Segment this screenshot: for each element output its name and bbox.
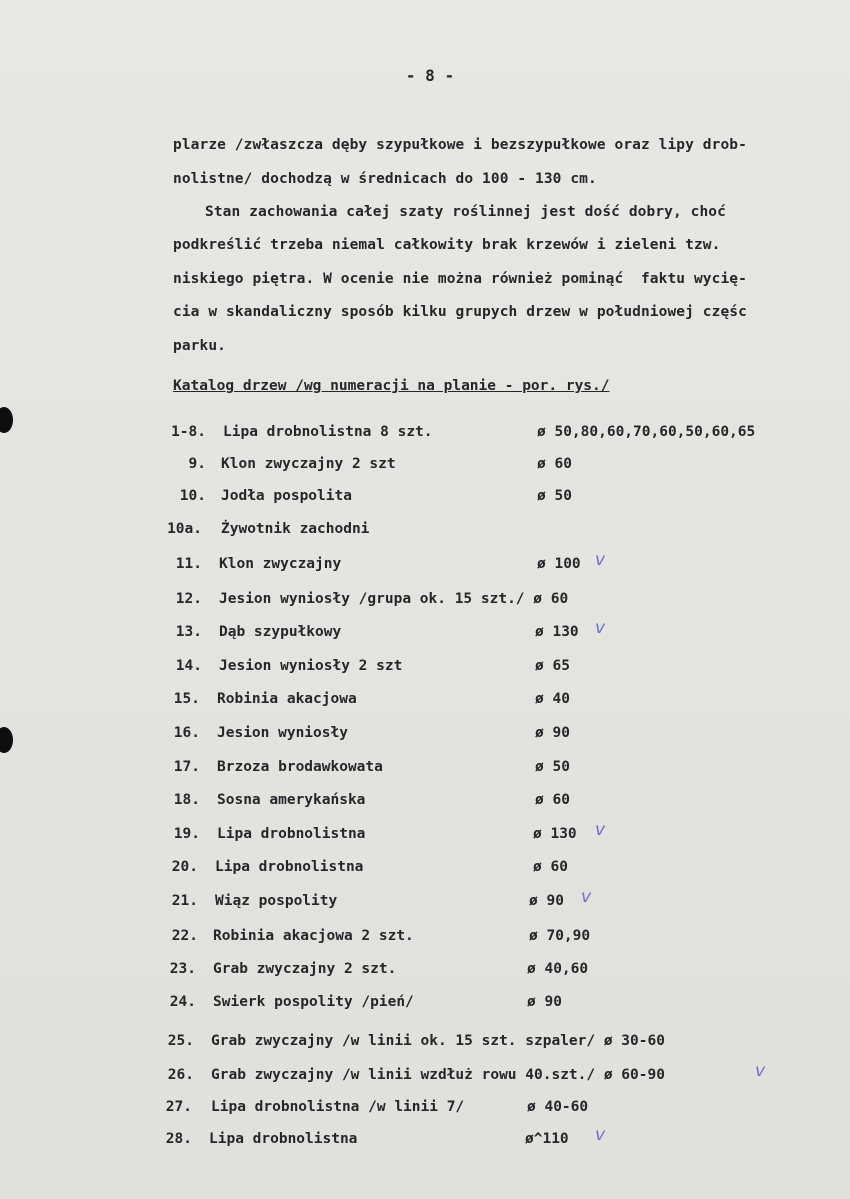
paragraph-line: niskiego piętra. W ocenie nie można również pominąć faktu wycię- (173, 271, 747, 287)
catalog-tree-name: Lipa drobnolistna (215, 859, 364, 875)
catalog-diameter: ø 50 (535, 759, 570, 775)
catalog-row (0, 961, 850, 985)
catalog-row (0, 591, 850, 615)
catalog-diameter: ø 40-60 (527, 1099, 589, 1115)
catalog-number: 1-8. (171, 424, 206, 440)
catalog-diameter: ø 90 (527, 994, 562, 1010)
catalog-tree-name: Lipa drobnolistna /w linii 7/ (211, 1099, 465, 1115)
catalog-diameter: ø 130 (533, 826, 577, 842)
catalog-row (0, 521, 850, 545)
catalog-tree-name: Brzoza brodawkowata (217, 759, 383, 775)
catalog-diameter: ø 100 (537, 556, 581, 572)
catalog-row (0, 691, 850, 715)
catalog-number: 11. (175, 556, 202, 572)
catalog-number: 19. (173, 826, 200, 842)
catalog-number: 13. (175, 624, 202, 640)
catalog-tree-name: Lipa drobnolistna (217, 826, 366, 842)
catalog-tree-name: Żywotnik zachodni (221, 521, 370, 537)
paragraph-line: parku. (173, 338, 226, 354)
catalog-row (0, 928, 850, 952)
catalog-row (0, 488, 850, 512)
catalog-number: 25. (167, 1033, 194, 1049)
catalog-row (0, 820, 850, 850)
paragraph-line: nolistne/ dochodzą w średnicach do 100 - 130 cm. (173, 171, 597, 187)
catalog-tree-name: Grab zwyczajny 2 szt. (213, 961, 397, 977)
catalog-diameter: ø 65 (535, 658, 570, 674)
handwritten-check-mark: v (755, 1061, 766, 1081)
handwritten-check-mark: v (595, 1125, 606, 1145)
catalog-row (0, 618, 850, 648)
catalog-diameter: ø 90 (529, 893, 564, 909)
catalog-number: 20. (171, 859, 198, 875)
paragraph-line: cia w skandaliczny sposób kilku grupych drzew w południowej częśc (173, 304, 747, 320)
handwritten-check-mark: v (595, 550, 606, 570)
catalog-row (0, 424, 850, 448)
catalog-number: 21. (171, 893, 198, 909)
catalog-number: 18. (173, 792, 200, 808)
catalog-tree-name: Lipa drobnolistna 8 szt. (223, 424, 433, 440)
catalog-diameter: ø 70,90 (529, 928, 591, 944)
catalog-row (0, 859, 850, 883)
page-number: - 8 - (405, 66, 455, 85)
catalog-row (0, 456, 850, 480)
catalog-number: 24. (169, 994, 196, 1010)
catalog-tree-name: Jodła pospolita (221, 488, 352, 504)
catalog-row (0, 1033, 850, 1057)
catalog-number: 14. (175, 658, 202, 674)
catalog-tree-name: Grab zwyczajny /w linii ok. 15 szt. szpaler/ ø 30-60 (211, 1033, 665, 1049)
catalog-tree-name: Robinia akacjowa 2 szt. (213, 928, 414, 944)
catalog-row (0, 1099, 850, 1123)
catalog-row (0, 550, 850, 580)
catalog-row (0, 1125, 850, 1155)
catalog-diameter: ø 90 (535, 725, 570, 741)
catalog-tree-name: Jesion wyniosły 2 szt (219, 658, 403, 674)
catalog-row (0, 792, 850, 816)
catalog-tree-name: Grab zwyczajny /w linii wzdłuż rowu 40.szt./ ø 60-90 (211, 1067, 665, 1083)
catalog-number: 16. (173, 725, 200, 741)
catalog-number: 9. (188, 456, 206, 472)
catalog-tree-name: Sosna amerykańska (217, 792, 366, 808)
catalog-row (0, 759, 850, 783)
catalog-diameter: ø 60 (537, 456, 572, 472)
catalog-tree-name: Wiąz pospolity (215, 893, 338, 909)
catalog-tree-name: Lipa drobnolistna (209, 1131, 358, 1147)
catalog-tree-name: Klon zwyczajny 2 szt (221, 456, 396, 472)
catalog-number: 22. (171, 928, 198, 944)
catalog-diameter: ø 130 (535, 624, 579, 640)
catalog-row (0, 725, 850, 749)
catalog-number: 10. (179, 488, 206, 504)
catalog-number: 26. (167, 1067, 194, 1083)
catalog-number: 12. (175, 591, 202, 607)
catalog-number: 27. (165, 1099, 192, 1115)
handwritten-check-mark: v (595, 618, 606, 638)
catalog-diameter: ø 50 (537, 488, 572, 504)
catalog-row (0, 994, 850, 1018)
catalog-tree-name: Jesion wyniosły (217, 725, 348, 741)
catalog-number: 23. (169, 961, 196, 977)
catalog-row (0, 887, 850, 917)
catalog-tree-name: Robinia akacjowa (217, 691, 357, 707)
paragraph-line: Stan zachowania całej szaty roślinnej jest dość dobry, choć (205, 204, 726, 220)
catalog-number: 10a. (167, 521, 202, 537)
catalog-row (0, 1061, 850, 1091)
catalog-tree-name: Dąb szypułkowy (219, 624, 342, 640)
handwritten-check-mark: v (581, 887, 592, 907)
catalog-number: 28. (165, 1131, 192, 1147)
catalog-diameter: ø 40 (535, 691, 570, 707)
catalog-tree-name: Klon zwyczajny (219, 556, 342, 572)
catalog-diameter: ø^110 (525, 1131, 569, 1147)
paragraph-line: plarze /zwłaszcza dęby szypułkowe i bezszypułkowe oraz lipy drob- (173, 137, 747, 153)
catalog-heading: Katalog drzew /wg numeracji na planie - por. rys./ (173, 378, 610, 394)
catalog-row (0, 658, 850, 682)
handwritten-check-mark: v (595, 820, 606, 840)
catalog-tree-name: Swierk pospolity /pień/ (213, 994, 414, 1010)
catalog-diameter: ø 50,80,60,70,60,50,60,65 (537, 424, 756, 440)
catalog-number: 15. (173, 691, 200, 707)
paragraph-line: podkreślić trzeba niemal całkowity brak krzewów i zieleni tzw. (173, 237, 721, 253)
catalog-diameter: ø 40,60 (527, 961, 589, 977)
catalog-diameter: ø 60 (533, 859, 568, 875)
catalog-diameter: ø 60 (535, 792, 570, 808)
catalog-tree-name: Jesion wyniosły /grupa ok. 15 szt./ ø 60 (219, 591, 569, 607)
catalog-number: 17. (173, 759, 200, 775)
